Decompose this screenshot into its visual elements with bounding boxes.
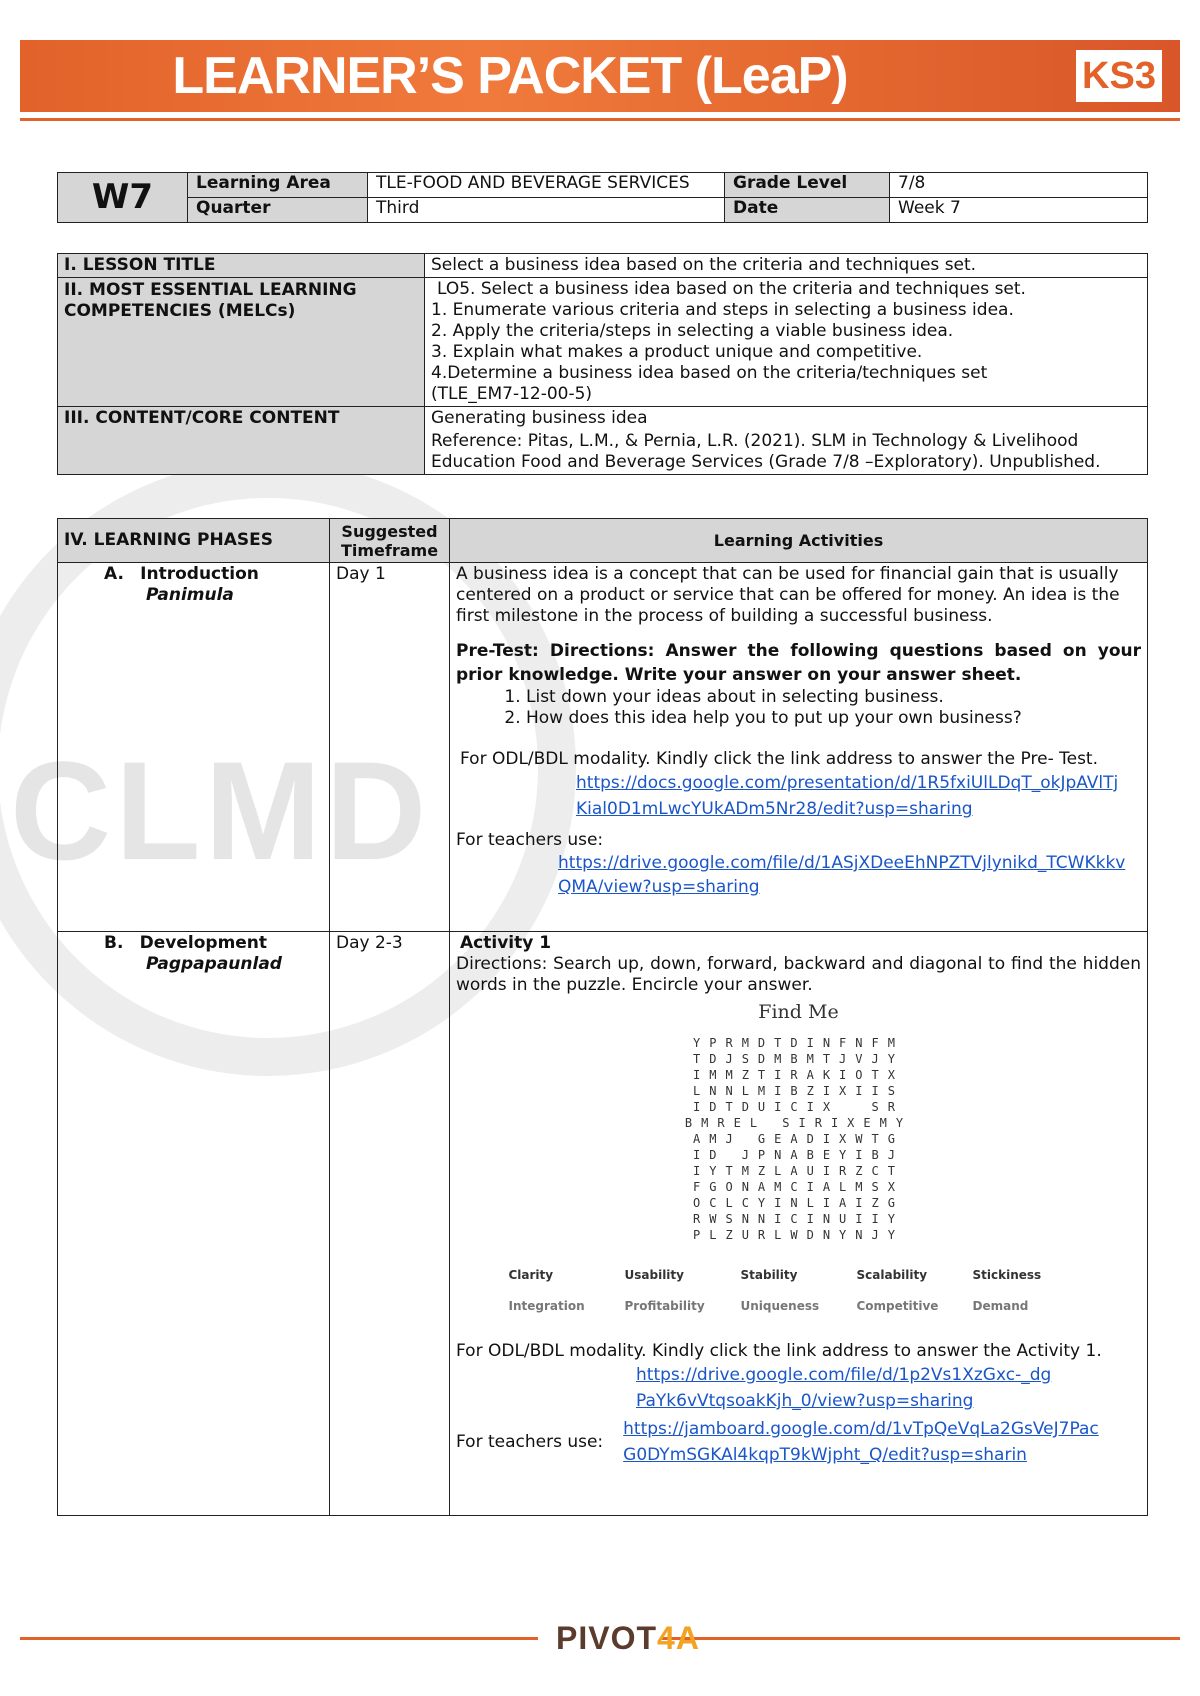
quarter-label: Quarter xyxy=(188,198,368,223)
puzzle-title: Find Me xyxy=(758,1001,839,1023)
grade-level-label: Grade Level xyxy=(725,173,890,198)
dev-subtitle: Pagpapaunlad xyxy=(146,954,282,974)
lesson-table xyxy=(57,253,1148,475)
lesson-title-label: I. LESSON TITLE xyxy=(58,254,425,278)
intro-letter: A. xyxy=(104,564,124,584)
banner xyxy=(20,40,1180,112)
learning-area-value: TLE-FOOD AND BEVERAGE SERVICES xyxy=(368,173,725,198)
intro-title: Introduction xyxy=(140,564,259,584)
word-item: Usability xyxy=(624,1268,684,1282)
grid-row: AMJ GEADIXWTG xyxy=(693,1132,904,1146)
content-label: III. CONTENT/CORE CONTENT xyxy=(58,407,425,475)
pivot-logo-4a: 4A xyxy=(657,1620,700,1656)
grid-row: IMMZTIRAKIOTX xyxy=(693,1068,904,1082)
grid-row: PLZURLWDNYNJY xyxy=(693,1228,904,1242)
grid-row: TDJSDMBMTJVJY xyxy=(693,1052,904,1066)
grid-row: BMREL SIRIXEMY xyxy=(684,1116,913,1130)
word-item: Competitive xyxy=(856,1299,939,1313)
dev-teachers-text: For teachers use: xyxy=(456,1431,604,1452)
banner-rule xyxy=(20,118,1180,121)
word-search-grid xyxy=(456,1035,1141,1243)
melc-line: 4.Determine a business idea based on the criteria/techniques set xyxy=(431,363,988,383)
learning-area-label: Learning Area xyxy=(188,173,368,198)
melc-line: 3. Explain what makes a product unique and competitive. xyxy=(431,342,923,362)
reference: Reference: Pitas, L.M., & Pernia, L.R. (2021). SLM in Technology & Livelihood Education Food and Beverage Services (Grade 7/8 –Exploratory). Unpublished. xyxy=(431,431,1101,472)
word-item: Stability xyxy=(740,1268,798,1282)
quarter-value: Third xyxy=(368,198,725,223)
dev-day: Day 2-3 xyxy=(330,932,450,1516)
grid-row: RWSNNICINUIIY xyxy=(693,1212,904,1226)
week-label: W7 xyxy=(58,173,188,223)
question-item: 1. List down your ideas about in selecting business. xyxy=(526,687,1141,708)
intro-teachers-link[interactable]: https://drive.google.com/file/d/1ASjXDeeEhNPZTVjlynikd_TCWKkkvQMA/view?usp=sharing xyxy=(558,853,1126,897)
word-item: Profitability xyxy=(624,1299,705,1313)
grid-row: OCLCYINLIAIZG xyxy=(693,1196,904,1210)
watermark-text: CLMD xyxy=(10,732,431,889)
grid-row: YPRMDTDINFNFM xyxy=(693,1036,904,1050)
intro-activities xyxy=(450,563,1148,932)
intro-teachers-text: For teachers use: xyxy=(456,830,604,850)
question-item: 2. How does this idea help you to put up your own business? xyxy=(526,708,1141,729)
dev-teachers-link[interactable]: https://jamboard.google.com/d/1vTpQeVqLa2GsVeJ7PacG0DYmSGKAl4kqpT9kWjpht_Q/edit?usp=sharin xyxy=(623,1419,1099,1465)
grade-level-value: 7/8 xyxy=(890,173,1148,198)
word-item: Integration xyxy=(508,1299,585,1313)
dev-activities xyxy=(450,932,1148,1516)
intro-text: A business idea is a concept that can be used for financial gain that is usually centered on a product or service that can be offered for money. An idea is the first milestone in the process of building a successful business. xyxy=(456,564,1120,626)
pretest-questions xyxy=(456,687,1141,729)
activities-header: Learning Activities xyxy=(450,519,1148,563)
melc-line: (TLE_EM7-12-00-5) xyxy=(431,384,593,404)
word-item: Stickiness xyxy=(972,1268,1042,1282)
phases-table xyxy=(57,518,1148,1516)
activity-title: Activity 1 xyxy=(460,933,552,953)
word-item: Demand xyxy=(972,1299,1029,1313)
word-item: Clarity xyxy=(508,1268,554,1282)
grid-row: IYTMZLAUIRZCT xyxy=(693,1164,904,1178)
content-cell xyxy=(425,407,1148,475)
grid-row: LNNLMIBZIXIIS xyxy=(693,1084,904,1098)
melc-label: II. MOST ESSENTIAL LEARNING COMPETENCIES (MELCs) xyxy=(58,278,425,407)
activity-directions: Directions: Search up, down, forward, backward and diagonal to find the hidden words in the puzzle. Encircle your answer. xyxy=(456,954,1141,995)
melc-list xyxy=(425,278,1148,407)
lesson-title: Select a business idea based on the criteria and techniques set. xyxy=(425,254,1148,278)
phase-header: IV. LEARNING PHASES xyxy=(58,519,330,563)
word-item: Scalability xyxy=(856,1268,928,1282)
melc-line: LO5. Select a business idea based on the criteria and techniques set. xyxy=(437,279,1026,299)
dev-letter: B. xyxy=(104,933,124,953)
intro-phase xyxy=(58,563,330,932)
pretest-link[interactable]: https://docs.google.com/presentation/d/1R5fxiUlLDqT_okJpAVlTjKial0D1mLwcYUkADm5Nr28/edit?usp=sharing xyxy=(576,773,1119,819)
activity-odl-text: For ODL/BDL modality. Kindly click the link address to answer the Activity 1. xyxy=(456,1341,1102,1361)
ks3-badge: KS3 xyxy=(1076,50,1162,102)
grid-row: IDTDUICIX SR xyxy=(693,1100,904,1114)
word-bank xyxy=(456,1265,1141,1317)
content-title: Generating business idea xyxy=(431,408,648,428)
pretest-odl-text: For ODL/BDL modality. Kindly click the link address to answer the Pre- Test. xyxy=(460,749,1098,769)
date-label: Date xyxy=(725,198,890,223)
word-item: Uniqueness xyxy=(740,1299,820,1313)
melc-line: 1. Enumerate various criteria and steps in selecting a business idea. xyxy=(431,300,1014,320)
pretest xyxy=(456,639,1141,687)
footer-rule-left xyxy=(20,1637,538,1640)
grid-row: FGONAMCIALMSX xyxy=(693,1180,904,1194)
dev-title: Development xyxy=(139,933,268,953)
pretest-directions: Directions: Answer the following questions based on your prior knowledge. Write your answer on your answer sheet. xyxy=(456,641,1141,685)
pivot-logo-text: PIVOT xyxy=(556,1620,658,1656)
banner-title: LEARNER’S PACKET (LeaP) xyxy=(172,47,848,105)
intro-day: Day 1 xyxy=(330,563,450,932)
timeframe-header: Suggested Timeframe xyxy=(330,519,450,563)
dev-phase xyxy=(58,932,330,1516)
header-table xyxy=(57,172,1148,223)
date-value: Week 7 xyxy=(890,198,1148,223)
pretest-lead: Pre-Test: xyxy=(456,641,539,661)
grid-row: ID JPNABEYIBJ xyxy=(693,1148,904,1162)
pivot-logo xyxy=(556,1620,700,1657)
footer-rule-right xyxy=(662,1637,1180,1640)
melc-line: 2. Apply the criteria/steps in selecting a viable business idea. xyxy=(431,321,954,341)
activity-link[interactable]: https://drive.google.com/file/d/1p2Vs1XzGxc-_dgPaYk6vVtqsoakKjh_0/view?usp=sharing xyxy=(636,1365,1052,1411)
intro-subtitle: Panimula xyxy=(146,585,234,605)
